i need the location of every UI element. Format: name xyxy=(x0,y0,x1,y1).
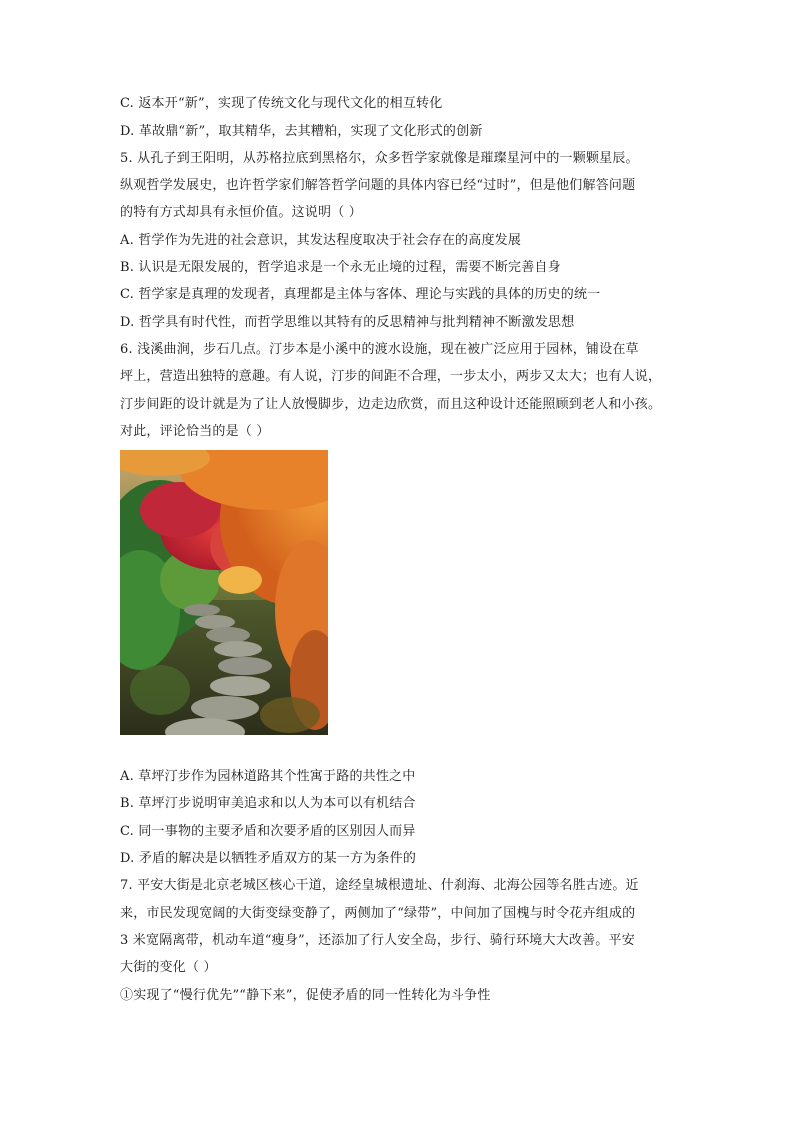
q5-option-a: A. 哲学作为先进的社会意识，其发达程度取决于社会存在的高度发展 xyxy=(120,233,522,248)
q6-stem-line-2: 坪上，营造出独特的意趣。有人说，汀步的间距不合理，一步太小，两步又太大；也有人说， xyxy=(120,369,662,384)
q5-option-c: C. 哲学家是真理的发现者，真理都是主体与客体、理论与实践的具体的历史的统一 xyxy=(120,287,601,302)
q5-option-d: D. 哲学具有时代性，而哲学思维以其特有的反思精神与批判精神不断激发思想 xyxy=(120,315,575,330)
q5-stem-line-1: 5. 从孔子到王阳明，从苏格拉底到黑格尔，众多哲学家就像是璀璨星河中的一颗颗星辰。 xyxy=(120,151,639,166)
q6-option-a: A. 草坪汀步作为园林道路其个性寓于路的共性之中 xyxy=(120,769,416,784)
q7-stem-line-1: 7. 平安大街是北京老城区核心干道，途经皇城根遗址、什刹海、北海公园等名胜古迹。近 xyxy=(120,878,639,893)
q6-option-c: C. 同一事物的主要矛盾和次要矛盾的区别因人而异 xyxy=(120,824,416,839)
q5-stem-line-2: 纵观哲学发展史，也许哲学家们解答哲学问题的具体内容已经“过时”，但是他们解答问题 xyxy=(120,178,636,193)
q4-option-c: C. 返本开“新”，实现了传统文化与现代文化的相互转化 xyxy=(120,96,443,111)
q6-option-d: D. 矛盾的解决是以牺牲矛盾双方的某一方为条件的 xyxy=(120,851,417,866)
garden-stepping-stones-photo xyxy=(120,450,328,735)
q6-option-b: B. 草坪汀步说明审美追求和以人为本可以有机结合 xyxy=(120,796,416,811)
q7-stem-line-3: 3 米宽隔离带，机动车道“瘦身”，还添加了行人安全岛，步行、骑行环境大大改善。平安 xyxy=(120,933,635,948)
q7-stem-line-2: 来，市民发现宽阔的大街变绿变静了，两侧加了“绿带”，中间加了国槐与时令花卉组成的 xyxy=(120,906,636,921)
q5-option-b: B. 认识是无限发展的，哲学追求是一个永无止境的过程，需要不断完善自身 xyxy=(120,260,561,275)
q7-item-1: ①实现了“慢行优先”“静下来”，促使矛盾的同一性转化为斗争性 xyxy=(120,988,491,1003)
q6-stem-line-4: 对此，评论恰当的是（ ） xyxy=(120,424,270,439)
q7-stem-line-4: 大街的变化（ ） xyxy=(120,960,217,975)
q4-option-d: D. 革故鼎“新”，取其精华，去其糟粕，实现了文化形式的创新 xyxy=(120,124,483,139)
q6-stem-line-1: 6. 浅溪曲涧，步石几点。汀步本是小溪中的渡水设施，现在被广泛应用于园林，铺设在草 xyxy=(120,342,639,357)
q6-stem-line-3: 汀步间距的设计就是为了让人放慢脚步，边走边欣赏，而且这种设计还能照顾到老人和小孩。 xyxy=(120,397,662,412)
q5-stem-line-3: 的特有方式却具有永恒价值。这说明（ ） xyxy=(120,205,362,220)
